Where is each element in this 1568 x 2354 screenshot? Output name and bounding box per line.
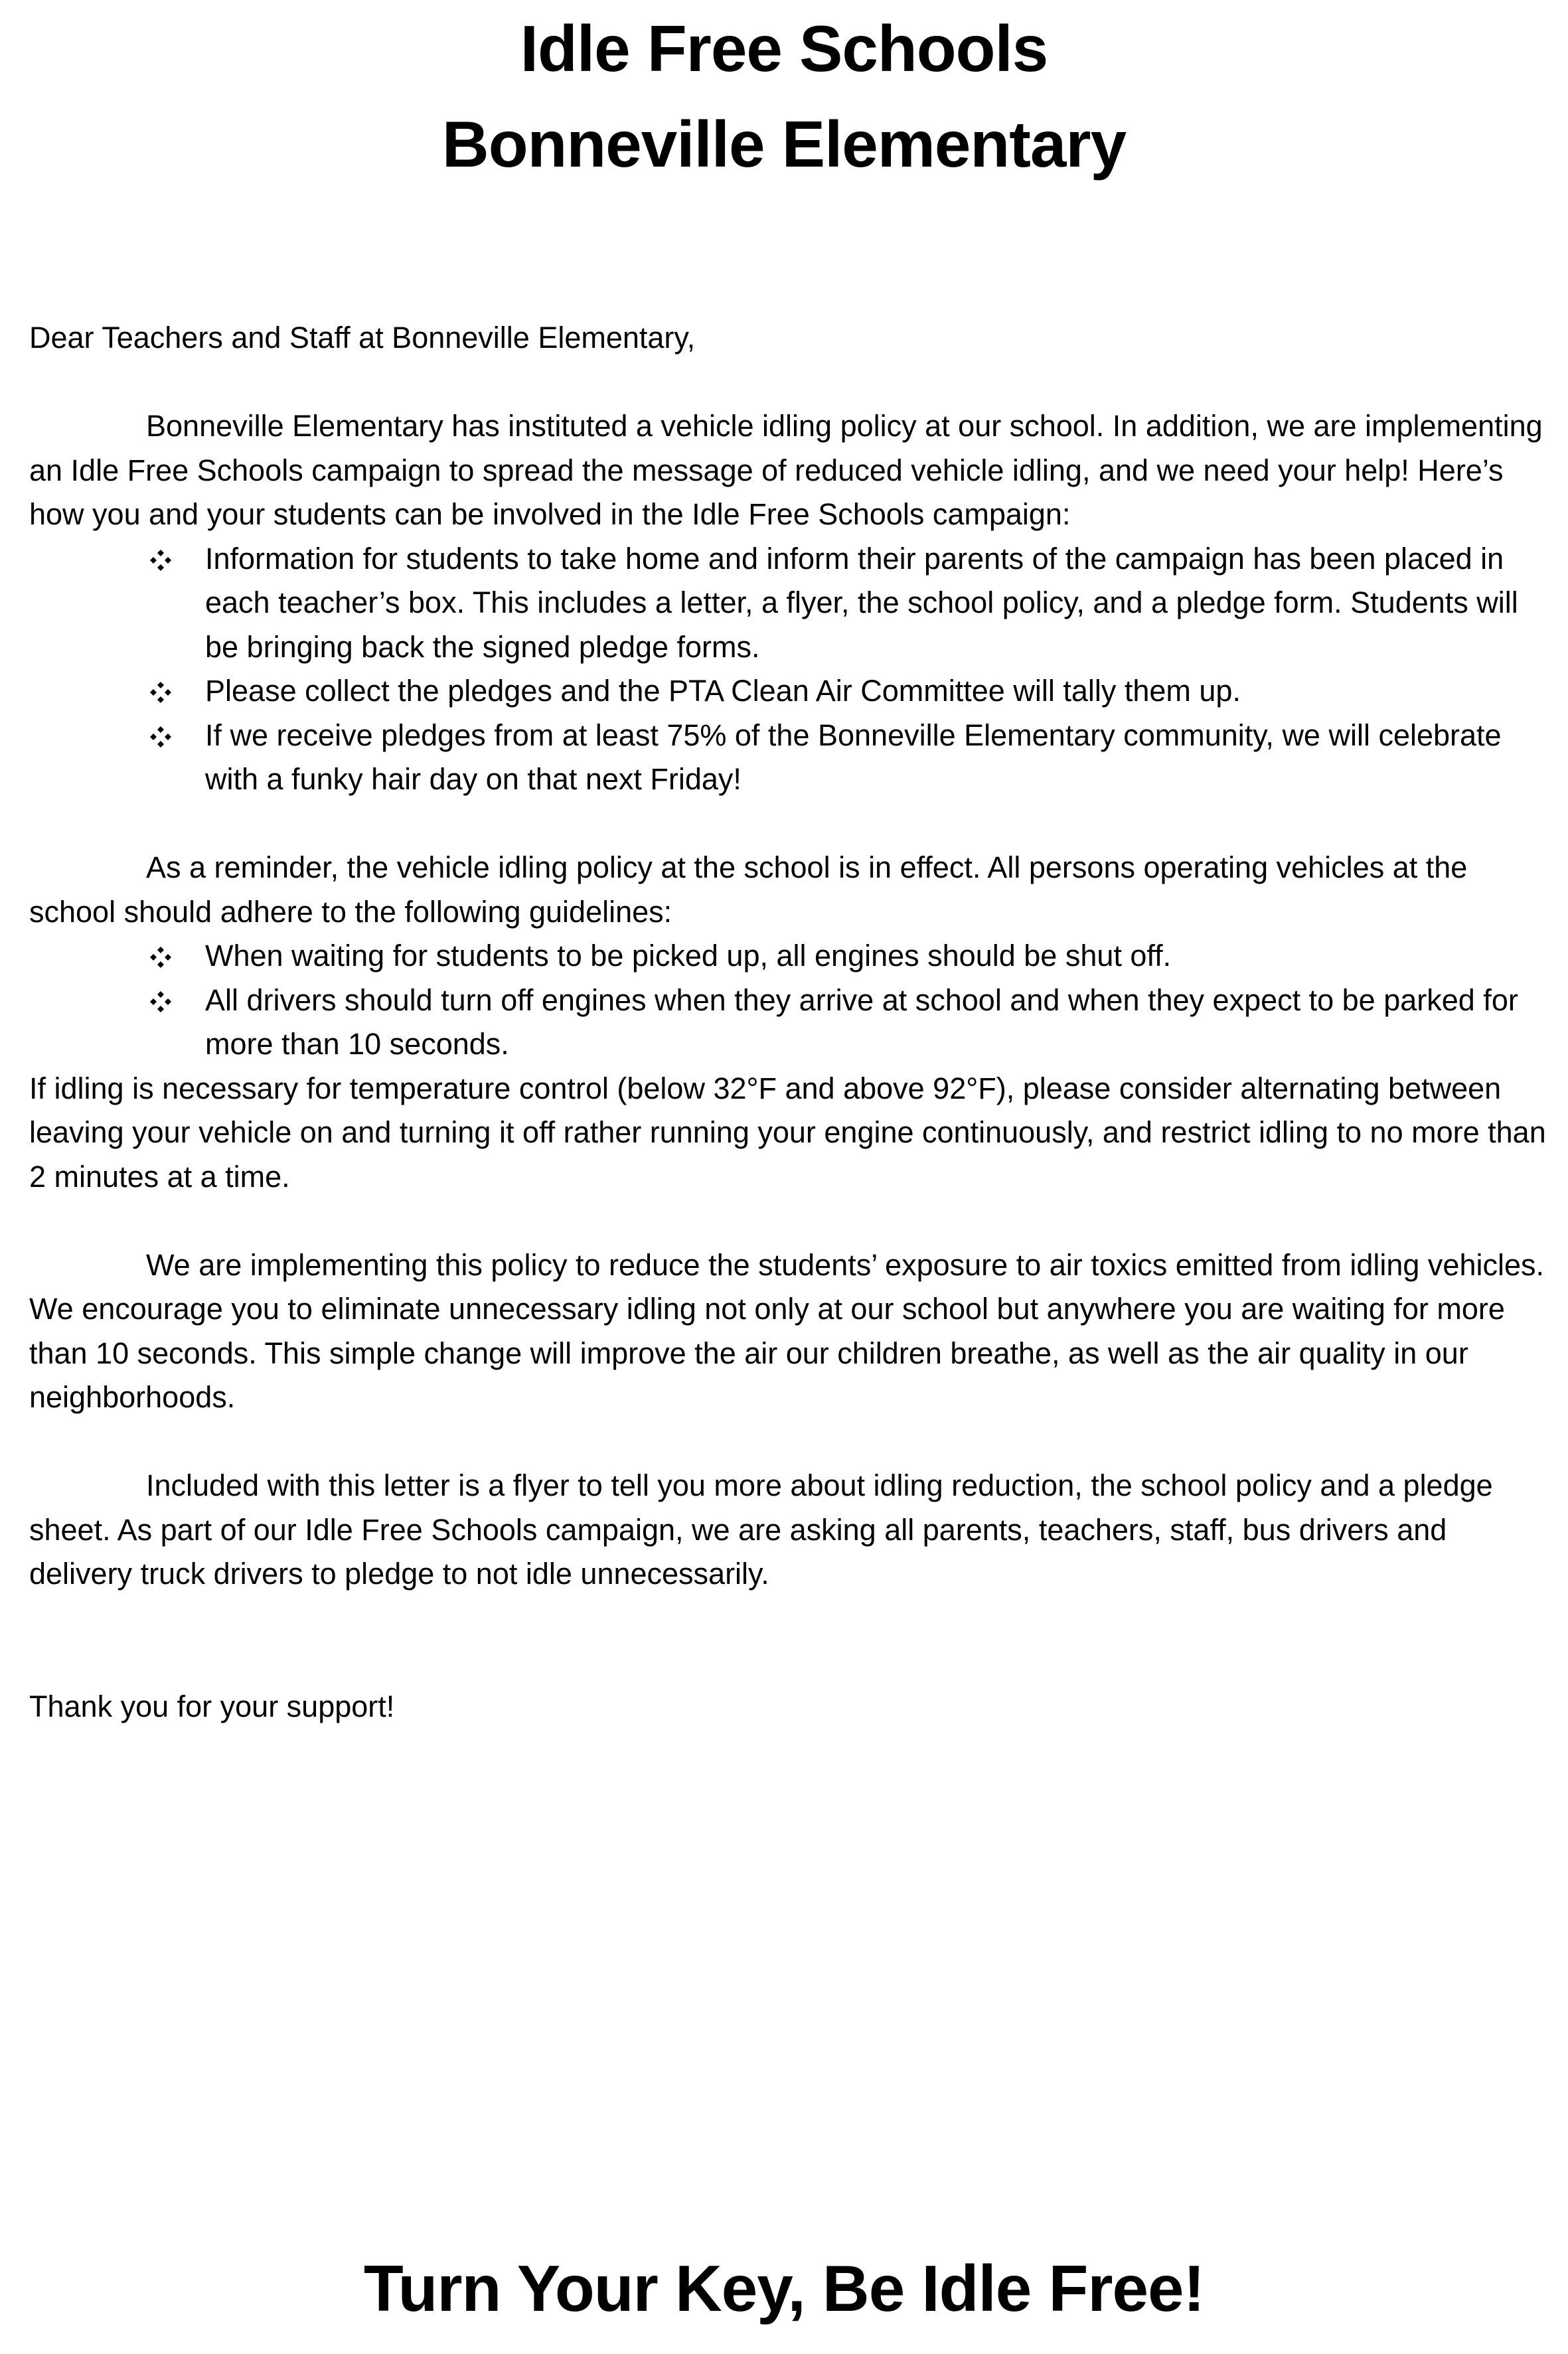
list-item-text: Please collect the pledges and the PTA Clean Air Committee will tally them up.	[205, 674, 1241, 708]
list-item	[29, 934, 1549, 979]
list-item	[29, 979, 1549, 1067]
list-item	[29, 537, 1549, 670]
four-diamond-bullet-icon	[149, 990, 172, 1013]
list-item-text: If we receive pledges from at least 75% of the Bonneville Elementary community, we will celebrate with a funky hair day on that next Friday!	[205, 718, 1502, 796]
four-diamond-bullet-icon	[149, 726, 172, 748]
list-item	[29, 669, 1549, 714]
four-diamond-bullet-icon	[149, 681, 172, 704]
letter-body	[29, 316, 1549, 1729]
page-subtitle: Bonneville Elementary	[441, 108, 1127, 181]
list-item-text: Information for students to take home and inform their parents of the campaign has been placed in each teacher’s box. This includes a letter, a flyer, the school policy, and a pledge form. Students will be bringing back the signed pledge forms.	[205, 541, 1518, 664]
spacer	[29, 1420, 1549, 1464]
list-item-text: When waiting for students to be picked up, all engines should be shut off.	[205, 939, 1172, 973]
four-diamond-bullet-icon	[149, 549, 172, 572]
spacer	[29, 1199, 1549, 1243]
closing-line: Thank you for your support!	[29, 1689, 395, 1723]
temperature-paragraph: If idling is necessary for temperature control (below 32°F and above 92°F), please consider alternating between leaving your vehicle on and turning it off rather running your engine continuously, and restrict idling to no more than 2 minutes at a time.	[29, 1071, 1546, 1194]
policy-bullet-list	[29, 934, 1549, 1067]
page-title: Idle Free Schools	[520, 12, 1048, 85]
list-item-text: All drivers should turn off engines when they arrive at school and when they expect to be parked for more than 10 seconds.	[205, 982, 1518, 1061]
footer-slogan: Turn Your Key, Be Idle Free!	[363, 2252, 1205, 2325]
reminder-paragraph: As a reminder, the vehicle idling policy at the school is in effect. All persons operating vehicles at the school should adhere to the following guidelines:	[29, 850, 1468, 929]
spacer	[29, 1597, 1549, 1685]
intro-paragraph: Bonneville Elementary has instituted a vehicle idling policy at our school. In addition, we are implementing an Idle Free Schools campaign to spread the message of reduced vehicle idling, and we need your help! Here’s how you and your students can be involved in the Idle Free Schools campaign:	[29, 409, 1543, 531]
spacer	[29, 802, 1549, 846]
spacer	[29, 360, 1549, 405]
list-item	[29, 714, 1549, 802]
salutation: Dear Teachers and Staff at Bonneville Elementary,	[29, 321, 696, 354]
four-diamond-bullet-icon	[149, 946, 172, 969]
included-paragraph: Included with this letter is a flyer to tell you more about idling reduction, the school policy and a pledge sheet. As part of our Idle Free Schools campaign, we are asking all parents, teachers, staff, bus drivers and delivery truck drivers to pledge to not idle unnecessarily.	[29, 1468, 1493, 1591]
purpose-paragraph: We are implementing this policy to reduce the students’ exposure to air toxics emitted from idling vehicles. We encourage you to eliminate unnecessary idling not only at our school but anywhere you are waiting for more than 10 seconds. This simple change will improve the air our children breathe, as well as the air quality in our neighborhoods.	[29, 1247, 1544, 1414]
campaign-bullet-list	[29, 537, 1549, 802]
